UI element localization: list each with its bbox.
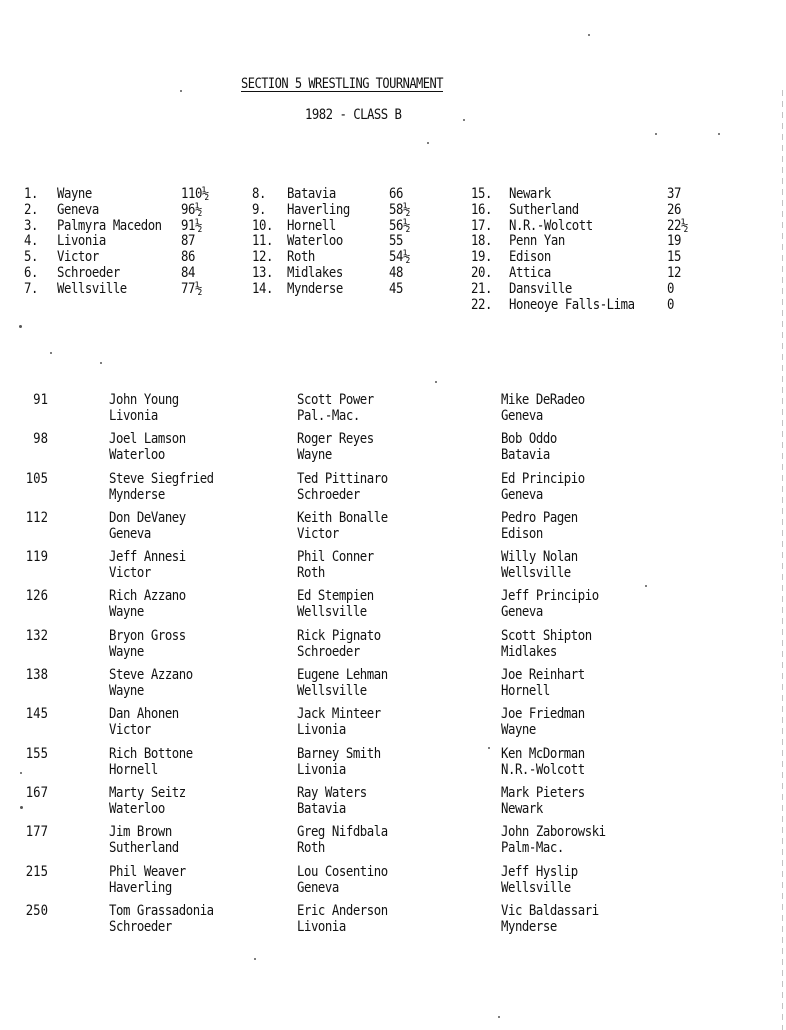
weight-class: 155 [25, 745, 48, 762]
wrestler-name: Pedro Pagen [501, 509, 578, 526]
wrestler-entry-place-2 [297, 903, 400, 935]
wrestler-name: Don DeVaney [109, 509, 186, 526]
wrestler-entry-place-2 [297, 471, 400, 503]
weight-class: 119 [25, 549, 48, 566]
weight-class-row [0, 824, 786, 863]
wrestler-entry-place-1 [109, 785, 196, 817]
team-points: 66 [389, 186, 403, 202]
team-points: 0 [667, 280, 674, 297]
team-name: Hornell [287, 217, 336, 234]
team-name: Palmyra Macedon [57, 217, 162, 234]
weight-class-row [0, 628, 786, 667]
wrestler-school: Wellsville [297, 604, 367, 621]
wrestler-name: Mike DeRadeo [501, 392, 585, 408]
team-points: 15 [667, 249, 681, 266]
wrestler-school: Schroeder [109, 918, 172, 935]
wrestler-name: Ed Stempien [297, 588, 374, 605]
scan-speck [20, 772, 22, 774]
wrestler-school: Wayne [501, 722, 536, 739]
wrestler-school: Batavia [501, 447, 550, 464]
wrestler-school: Geneva [501, 408, 543, 424]
wrestler-entry-place-3 [501, 903, 612, 935]
weight-class: 215 [25, 863, 48, 880]
weight-class-row [0, 785, 786, 824]
scan-speck [488, 747, 490, 749]
weight-class-row [0, 864, 786, 903]
wrestler-school: Mynderse [501, 918, 557, 935]
wrestler-entry-place-2 [297, 431, 384, 463]
scan-speck [20, 806, 23, 809]
team-name: Honeoye Falls-Lima [509, 296, 635, 313]
team-rank: 20. [471, 264, 492, 281]
weight-class: 177 [25, 824, 48, 841]
team-name: Midlakes [287, 264, 343, 281]
team-points: 86 [181, 249, 195, 266]
wrestler-entry-place-2 [297, 628, 392, 660]
team-points: 84 [181, 264, 195, 281]
scan-speck [19, 325, 22, 328]
weight-class-row [0, 903, 786, 942]
team-points: 55 [389, 233, 403, 250]
wrestler-entry-place-1 [109, 549, 196, 581]
weight-class: 91 [33, 392, 48, 408]
scan-speck [498, 1016, 500, 1018]
scan-speck [100, 362, 102, 364]
weight-class: 167 [25, 784, 48, 801]
team-rank: 9. [252, 201, 266, 218]
weight-class-row [0, 471, 786, 510]
team-points: 37 [667, 186, 681, 202]
weight-class-row [0, 431, 786, 470]
wrestler-school: Wayne [109, 643, 144, 660]
team-rank: 21. [471, 280, 492, 297]
wrestler-name: Lou Cosentino [297, 863, 388, 880]
wrestler-name: Tom Grassadonia [109, 902, 214, 919]
wrestler-name: Rich Bottone [109, 745, 193, 762]
wrestler-name: Joe Reinhart [501, 667, 585, 684]
scan-speck [435, 381, 437, 383]
weight-class-row [0, 392, 786, 431]
wrestler-school: Victor [109, 565, 151, 582]
team-rank: 1. [24, 186, 38, 202]
team-rank: 2. [24, 201, 38, 218]
wrestler-name: Keith Bonalle [297, 509, 388, 526]
scan-speck [655, 133, 657, 135]
weight-class-row [0, 588, 786, 627]
scan-speck [718, 133, 720, 135]
wrestler-school: Wellsville [297, 683, 367, 700]
team-points: 26 [667, 201, 681, 218]
wrestler-entry-place-1 [109, 510, 196, 542]
wrestler-name: Jim Brown [109, 824, 172, 841]
team-name: Geneva [57, 201, 99, 218]
wrestler-school: Waterloo [109, 800, 165, 817]
wrestler-name: Steve Siegfried [109, 470, 214, 487]
wrestler-name: Jeff Hyslip [501, 863, 578, 880]
weight-class: 126 [25, 588, 48, 605]
team-points: 48 [389, 264, 403, 281]
wrestler-school: Livonia [297, 722, 346, 739]
wrestler-school: Geneva [501, 604, 543, 621]
wrestler-entry-place-3 [501, 667, 596, 699]
wrestler-school: Livonia [297, 761, 346, 778]
wrestler-entry-place-2 [297, 706, 392, 738]
team-rank: 3. [24, 217, 38, 234]
team-points: 56½ [389, 217, 410, 234]
wrestler-name: Rich Azzano [109, 588, 186, 605]
wrestler-school: Livonia [109, 408, 158, 424]
wrestler-school: Roth [297, 840, 325, 857]
team-rank: 10. [252, 217, 273, 234]
wrestler-name: Ted Pittinaro [297, 470, 388, 487]
wrestler-school: Geneva [501, 486, 543, 503]
wrestler-name: Rick Pignato [297, 627, 381, 644]
team-name: Batavia [287, 186, 336, 202]
wrestler-school: Geneva [297, 879, 339, 896]
weight-class: 105 [25, 470, 48, 487]
team-rank: 5. [24, 249, 38, 266]
wrestler-name: Greg Nifdbala [297, 824, 388, 841]
wrestler-school: Schroeder [297, 486, 360, 503]
wrestler-name: Eugene Lehman [297, 667, 388, 684]
wrestler-name: Vic Baldassari [501, 902, 599, 919]
wrestler-entry-place-1 [109, 667, 204, 699]
document-subtitle: 1982 - CLASS B [305, 107, 402, 123]
scan-speck [50, 352, 52, 354]
team-name: Haverling [287, 201, 350, 218]
wrestler-school: N.R.-Wolcott [501, 761, 585, 778]
weight-class-results [0, 392, 786, 942]
weight-class: 112 [25, 509, 48, 526]
team-points: 19 [667, 233, 681, 250]
team-name: Victor [57, 249, 99, 266]
wrestler-school: Newark [501, 800, 543, 817]
team-rank: 18. [471, 233, 492, 250]
wrestler-name: Jeff Annesi [109, 549, 186, 566]
wrestler-entry-place-2 [297, 746, 392, 778]
team-name: Schroeder [57, 264, 120, 281]
wrestler-entry-place-3 [501, 588, 612, 620]
wrestler-school: Wayne [109, 683, 144, 700]
weight-class: 250 [25, 902, 48, 919]
wrestler-school: Palm-Mac. [501, 840, 564, 857]
team-name: Waterloo [287, 233, 343, 250]
wrestler-entry-place-2 [297, 864, 400, 896]
wrestler-entry-place-1 [109, 746, 204, 778]
team-rank: 8. [252, 186, 266, 202]
scan-speck [180, 90, 182, 92]
weight-class-row [0, 706, 786, 745]
weight-class-row [0, 667, 786, 706]
wrestler-name: Eric Anderson [297, 902, 388, 919]
wrestler-name: Jack Minteer [297, 706, 381, 723]
wrestler-school: Victor [297, 525, 339, 542]
wrestler-name: Marty Seitz [109, 784, 186, 801]
wrestler-school: Schroeder [297, 643, 360, 660]
wrestler-school: Wellsville [501, 565, 571, 582]
team-points: 87 [181, 233, 195, 250]
team-name: Newark [509, 186, 551, 202]
team-name: Penn Yan [509, 233, 565, 250]
wrestler-entry-place-2 [297, 588, 384, 620]
wrestler-entry-place-3 [501, 785, 596, 817]
team-name: Roth [287, 249, 315, 266]
team-points: 91½ [181, 217, 202, 234]
wrestler-entry-place-3 [501, 471, 596, 503]
team-name: N.R.-Wolcott [509, 217, 593, 234]
wrestler-school: Wayne [297, 447, 332, 464]
wrestler-school: Roth [297, 565, 325, 582]
wrestler-entry-place-1 [109, 706, 188, 738]
team-rank: 14. [252, 280, 273, 297]
team-name: Sutherland [509, 201, 579, 218]
team-rank: 7. [24, 280, 38, 297]
wrestler-name: Joe Friedman [501, 706, 585, 723]
weight-class-row [0, 510, 786, 549]
wrestler-entry-place-2 [297, 510, 400, 542]
wrestler-entry-place-2 [297, 667, 400, 699]
wrestler-name: Scott Power [297, 392, 374, 408]
wrestler-name: Roger Reyes [297, 431, 374, 448]
document-title: SECTION 5 WRESTLING TOURNAMENT [241, 76, 443, 92]
team-name: Mynderse [287, 280, 343, 297]
team-points: 96½ [181, 201, 202, 218]
wrestler-entry-place-1 [109, 824, 188, 856]
wrestler-name: John Young [109, 392, 179, 408]
wrestler-name: John Zaborowski [501, 824, 606, 841]
wrestler-entry-place-3 [501, 549, 588, 581]
wrestler-entry-place-3 [501, 746, 596, 778]
weight-class: 132 [25, 627, 48, 644]
team-points: 110½ [181, 186, 209, 202]
weight-class-row [0, 549, 786, 588]
wrestler-entry-place-2 [297, 785, 376, 817]
weight-class: 98 [33, 431, 48, 448]
team-points: 58½ [389, 201, 410, 218]
wrestler-name: Scott Shipton [501, 627, 592, 644]
wrestler-school: Hornell [501, 683, 550, 700]
wrestler-school: Hornell [109, 761, 158, 778]
team-rank: 13. [252, 264, 273, 281]
team-rank: 4. [24, 233, 38, 250]
wrestler-entry-place-3 [501, 824, 620, 856]
weight-class-row [0, 746, 786, 785]
wrestler-entry-place-1 [109, 471, 228, 503]
weight-class: 138 [25, 667, 48, 684]
wrestler-name: Jeff Principio [501, 588, 599, 605]
wrestler-school: Waterloo [109, 447, 165, 464]
wrestler-school: Victor [109, 722, 151, 739]
wrestler-name: Bob Oddo [501, 431, 557, 448]
team-rank: 22. [471, 296, 492, 313]
team-points: 77½ [181, 280, 202, 297]
wrestler-name: Joel Lamson [109, 431, 186, 448]
wrestler-school: Sutherland [109, 840, 179, 857]
team-rank: 12. [252, 249, 273, 266]
wrestler-entry-place-3 [501, 510, 588, 542]
wrestler-entry-place-2 [297, 549, 384, 581]
wrestler-name: Ray Waters [297, 784, 367, 801]
team-rank: 16. [471, 201, 492, 218]
wrestler-name: Phil Weaver [109, 863, 186, 880]
team-rank: 17. [471, 217, 492, 234]
wrestler-entry-place-3 [501, 392, 596, 424]
wrestler-school: Haverling [109, 879, 172, 896]
team-rank: 6. [24, 264, 38, 281]
wrestler-entry-place-3 [501, 628, 604, 660]
team-rank: 19. [471, 249, 492, 266]
team-name: Livonia [57, 233, 106, 250]
wrestler-entry-place-3 [501, 864, 588, 896]
wrestler-entry-place-1 [109, 392, 188, 424]
scan-speck [463, 119, 465, 121]
wrestler-entry-place-2 [297, 824, 400, 856]
team-name: Wayne [57, 186, 92, 202]
scan-speck [645, 585, 647, 587]
team-points: 0 [667, 296, 674, 313]
scan-speck [427, 142, 429, 144]
wrestler-school: Livonia [297, 918, 346, 935]
wrestler-name: Mark Pieters [501, 784, 585, 801]
wrestler-name: Steve Azzano [109, 667, 193, 684]
team-points: 45 [389, 280, 403, 297]
weight-class: 145 [25, 706, 48, 723]
team-rank: 11. [252, 233, 273, 250]
team-points: 54½ [389, 249, 410, 266]
wrestler-entry-place-3 [501, 431, 564, 463]
wrestler-entry-place-3 [501, 706, 596, 738]
wrestler-name: Ken McDorman [501, 745, 585, 762]
wrestler-name: Ed Principio [501, 470, 585, 487]
wrestler-name: Phil Conner [297, 549, 374, 566]
wrestler-entry-place-1 [109, 628, 196, 660]
wrestler-name: Dan Ahonen [109, 706, 179, 723]
wrestler-entry-place-1 [109, 588, 196, 620]
team-name: Edison [509, 249, 551, 266]
wrestler-school: Wellsville [501, 879, 571, 896]
wrestler-school: Midlakes [501, 643, 557, 660]
team-name: Wellsville [57, 280, 127, 297]
wrestler-name: Bryon Gross [109, 627, 186, 644]
team-name: Attica [509, 264, 551, 281]
wrestler-name: Barney Smith [297, 745, 381, 762]
wrestler-school: Wayne [109, 604, 144, 621]
team-points: 12 [667, 264, 681, 281]
wrestler-school: Edison [501, 525, 543, 542]
team-rank: 15. [471, 186, 492, 202]
wrestler-name: Willy Nolan [501, 549, 578, 566]
wrestler-school: Geneva [109, 525, 151, 542]
scan-speck [588, 34, 590, 36]
wrestler-school: Pal.-Mac. [297, 408, 360, 424]
scan-speck [254, 958, 256, 960]
wrestler-entry-place-1 [109, 864, 196, 896]
team-name: Dansville [509, 280, 572, 297]
wrestler-entry-place-1 [109, 903, 228, 935]
wrestler-school: Mynderse [109, 486, 165, 503]
wrestler-entry-place-2 [297, 392, 384, 424]
wrestler-school: Batavia [297, 800, 346, 817]
wrestler-entry-place-1 [109, 431, 196, 463]
team-points: 22½ [667, 217, 688, 234]
